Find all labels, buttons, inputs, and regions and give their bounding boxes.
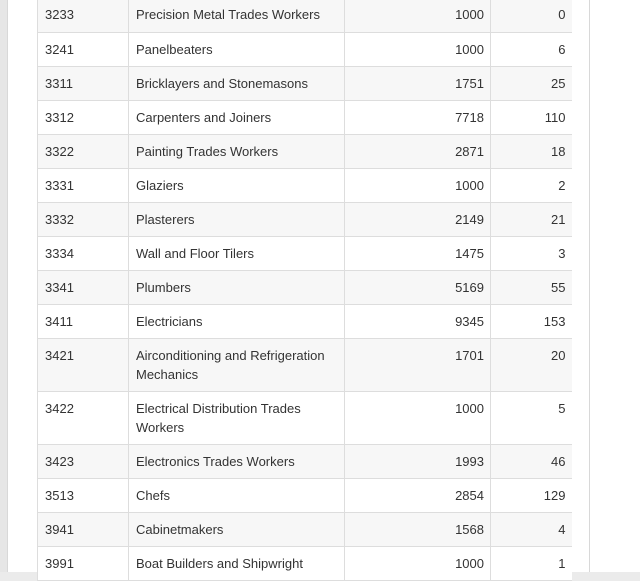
occupation-name: Airconditioning and Refrigeration Mechanics xyxy=(129,339,345,392)
occupations-table xyxy=(37,0,572,581)
occupation-value-2: 110 xyxy=(491,101,572,135)
occupation-value-1: 2149 xyxy=(345,203,491,237)
occupation-name: Electricians xyxy=(129,305,345,339)
table-row xyxy=(38,135,572,169)
occupation-code: 3334 xyxy=(38,237,129,271)
occupation-name: Glaziers xyxy=(129,169,345,203)
occupation-code: 3991 xyxy=(38,547,129,581)
occupation-value-1: 7718 xyxy=(345,101,491,135)
occupation-code: 3941 xyxy=(38,513,129,547)
occupation-value-1: 1000 xyxy=(345,547,491,581)
table-row xyxy=(38,67,572,101)
table-row xyxy=(38,203,572,237)
occupation-name: Cabinetmakers xyxy=(129,513,345,547)
occupation-code: 3423 xyxy=(38,445,129,479)
table-row xyxy=(38,547,572,581)
occupation-value-1: 1000 xyxy=(345,33,491,67)
table-row xyxy=(38,339,572,392)
occupation-value-2: 21 xyxy=(491,203,572,237)
page-left-edge xyxy=(0,0,7,572)
occupation-value-2: 1 xyxy=(491,547,572,581)
occupation-value-2: 55 xyxy=(491,271,572,305)
table-row xyxy=(38,445,572,479)
occupation-value-2: 2 xyxy=(491,169,572,203)
occupation-value-1: 2854 xyxy=(345,479,491,513)
table-row xyxy=(38,169,572,203)
occupation-value-1: 1000 xyxy=(345,169,491,203)
occupation-name: Bricklayers and Stonemasons xyxy=(129,67,345,101)
occupation-name: Painting Trades Workers xyxy=(129,135,345,169)
table-row xyxy=(38,237,572,271)
occupation-value-1: 1701 xyxy=(345,339,491,392)
occupation-value-1: 1000 xyxy=(345,392,491,445)
occupation-value-2: 153 xyxy=(491,305,572,339)
occupation-name: Carpenters and Joiners xyxy=(129,101,345,135)
occupation-value-2: 25 xyxy=(491,67,572,101)
occupation-value-1: 1000 xyxy=(345,0,491,33)
occupation-code: 3422 xyxy=(38,392,129,445)
occupation-value-1: 9345 xyxy=(345,305,491,339)
occupation-name: Plasterers xyxy=(129,203,345,237)
occupation-code: 3233 xyxy=(38,0,129,33)
occupation-code: 3241 xyxy=(38,33,129,67)
table-row xyxy=(38,33,572,67)
occupation-code: 3312 xyxy=(38,101,129,135)
occupation-value-1: 2871 xyxy=(345,135,491,169)
occupation-name: Precision Metal Trades Workers xyxy=(129,0,345,33)
occupation-code: 3411 xyxy=(38,305,129,339)
occupation-value-2: 0 xyxy=(491,0,572,33)
page-right-margin xyxy=(590,0,640,572)
table-row xyxy=(38,101,572,135)
table-row xyxy=(38,513,572,547)
occupation-code: 3311 xyxy=(38,67,129,101)
occupation-code: 3331 xyxy=(38,169,129,203)
occupation-code: 3332 xyxy=(38,203,129,237)
occupation-name: Electronics Trades Workers xyxy=(129,445,345,479)
occupation-value-2: 4 xyxy=(491,513,572,547)
occupation-value-1: 1475 xyxy=(345,237,491,271)
table-row xyxy=(38,271,572,305)
table-row xyxy=(38,392,572,445)
occupation-value-2: 46 xyxy=(491,445,572,479)
occupation-value-1: 1568 xyxy=(345,513,491,547)
occupation-value-2: 20 xyxy=(491,339,572,392)
occupation-name: Electrical Distribution Trades Workers xyxy=(129,392,345,445)
occupation-code: 3513 xyxy=(38,479,129,513)
occupation-name: Boat Builders and Shipwright xyxy=(129,547,345,581)
occupation-name: Plumbers xyxy=(129,271,345,305)
occupation-code: 3421 xyxy=(38,339,129,392)
occupation-value-2: 6 xyxy=(491,33,572,67)
table-row xyxy=(38,0,572,33)
occupation-value-2: 3 xyxy=(491,237,572,271)
occupation-name: Wall and Floor Tilers xyxy=(129,237,345,271)
table-row xyxy=(38,479,572,513)
occupation-name: Panelbeaters xyxy=(129,33,345,67)
occupation-value-2: 5 xyxy=(491,392,572,445)
occupation-value-1: 5169 xyxy=(345,271,491,305)
table-row xyxy=(38,305,572,339)
occupation-code: 3341 xyxy=(38,271,129,305)
occupation-value-1: 1751 xyxy=(345,67,491,101)
occupation-value-1: 1993 xyxy=(345,445,491,479)
occupation-name: Chefs xyxy=(129,479,345,513)
occupation-value-2: 129 xyxy=(491,479,572,513)
occupation-code: 3322 xyxy=(38,135,129,169)
occupation-value-2: 18 xyxy=(491,135,572,169)
